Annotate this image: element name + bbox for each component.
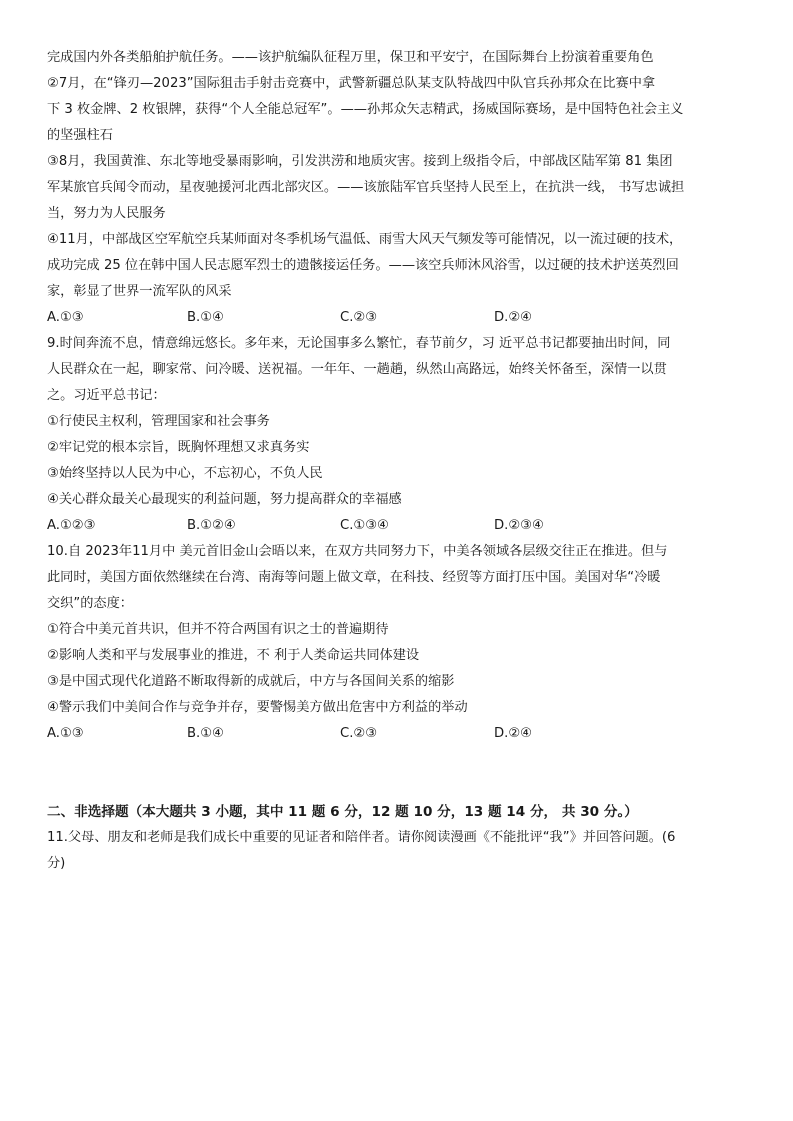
answer-options <box>47 305 752 331</box>
text-line: 完成国内外各类船舶护航任务。——该护航编队征程万里，保卫和平安宁，在国际舞台上扮演着重要角色 <box>47 50 654 65</box>
option-d: D.②④ <box>494 310 532 325</box>
section-heading: 二、非选择题（本大题共 3 小题，其中 11 题 6 分，12 题 10 分，13 题 14 分， 共 30 分。） <box>47 804 638 820</box>
option-a: A.①②③ <box>47 518 96 533</box>
text-line: 成功完成 25 位在韩中国人民志愿军烈士的遗骸接运任务。——该空兵师沐风浴雪，以过硬的技术护送英烈回 <box>47 258 679 273</box>
option-b: B.①④ <box>187 726 224 741</box>
statement-item: ②影响人类和平与发展事业的推进，不 利于人类命运共同体建设 <box>47 648 420 663</box>
statement-item: ①行使民主权利，管理国家和社会事务 <box>47 414 270 429</box>
statement-item: ③始终坚持以人民为中心，不忘初心，不负人民 <box>47 466 323 481</box>
question-9 <box>47 331 752 539</box>
text-line: 军某旅官兵闻令而动，星夜驰援河北西北部灾区。——该旅陆军官兵坚持人民至上，在抗洪一线， 书写忠诚担 <box>47 180 685 195</box>
option-d: D.②④ <box>494 726 532 741</box>
question-stem-line: 9.时间奔流不息，情意绵远悠长。多年来，无论国事多么繁忙，春节前夕，习 近平总书记都要抽出时间，同 <box>47 336 671 351</box>
statement-item: ③是中国式现代化道路不断取得新的成就后，中方与各国间关系的缩影 <box>47 674 455 689</box>
text-line: 的坚强柱石 <box>47 128 113 143</box>
text-line: 当，努力为人民服务 <box>47 206 166 221</box>
question-stem-line: 人民群众在一起，聊家常、问冷暖、送祝福。一年年、一趟趟，纵然山高路远，始终关怀备至，深情一以贯 <box>47 362 667 377</box>
answer-options <box>47 721 752 747</box>
question-stem-line: 此同时，美国方面依然继续在台湾、南海等问题上做文章，在科技、经贸等方面打压中国。美国对华“冷暖 <box>47 570 661 585</box>
question-stem-line: 交织”的态度： <box>47 596 133 611</box>
question-stem-line: 10.自 2023年11月中 美元首旧金山会晤以来，在双方共同努力下，中美各领域各层级交往正在推进。但与 <box>47 544 668 559</box>
question-8-continued <box>47 45 752 331</box>
text-line: ③8月，我国黄淮、东北等地受暴雨影响，引发洪涝和地质灾害。接到上级指令后，中部战区陆军第 81 集团 <box>47 154 673 169</box>
question-10 <box>47 539 752 747</box>
option-b: B.①②④ <box>187 518 236 533</box>
question-stem-line: 分) <box>47 856 66 871</box>
option-a: A.①③ <box>47 310 84 325</box>
page-content <box>47 45 752 877</box>
statement-item: ④警示我们中美间合作与竞争并存，要警惕美方做出危害中方利益的举动 <box>47 700 468 715</box>
question-stem-line: 之。习近平总书记： <box>47 388 166 403</box>
statement-item: ②牢记党的根本宗旨，既胸怀理想又求真务实 <box>47 440 310 455</box>
answer-options <box>47 513 752 539</box>
option-c: C.②③ <box>340 726 378 741</box>
option-d: D.②③④ <box>494 518 544 533</box>
question-11 <box>47 825 752 877</box>
text-line: ④11月，中部战区空军航空兵某师面对冬季机场气温低、雨雪大风天气频发等可能情况，以一流过硬的技术， <box>47 232 683 247</box>
text-line: 下 3 枚金牌、2 枚银牌，获得“个人全能总冠军”。——孙邦众矢志精武，扬威国际赛场，是中国特色社会主义 <box>47 102 684 117</box>
question-stem-line: 11.父母、朋友和老师是我们成长中重要的见证者和陪伴者。请你阅读漫画《不能批评“我”》并回答问题。(6 <box>47 830 676 845</box>
text-line: 家，彰显了世界一流军队的风采 <box>47 284 232 299</box>
option-a: A.①③ <box>47 726 84 741</box>
option-b: B.①④ <box>187 310 224 325</box>
text-line: ②7月，在“锋刃—2023”国际狙击手射击竞赛中，武警新疆总队某支队特战四中队官兵孙邦众在比赛中拿 <box>47 76 656 91</box>
spacer <box>47 747 752 799</box>
option-c: C.②③ <box>340 310 378 325</box>
option-c: C.①③④ <box>340 518 389 533</box>
statement-item: ④关心群众最关心最现实的利益问题，努力提高群众的幸福感 <box>47 492 402 507</box>
statement-item: ①符合中美元首共识，但并不符合两国有识之士的普遍期待 <box>47 622 389 637</box>
